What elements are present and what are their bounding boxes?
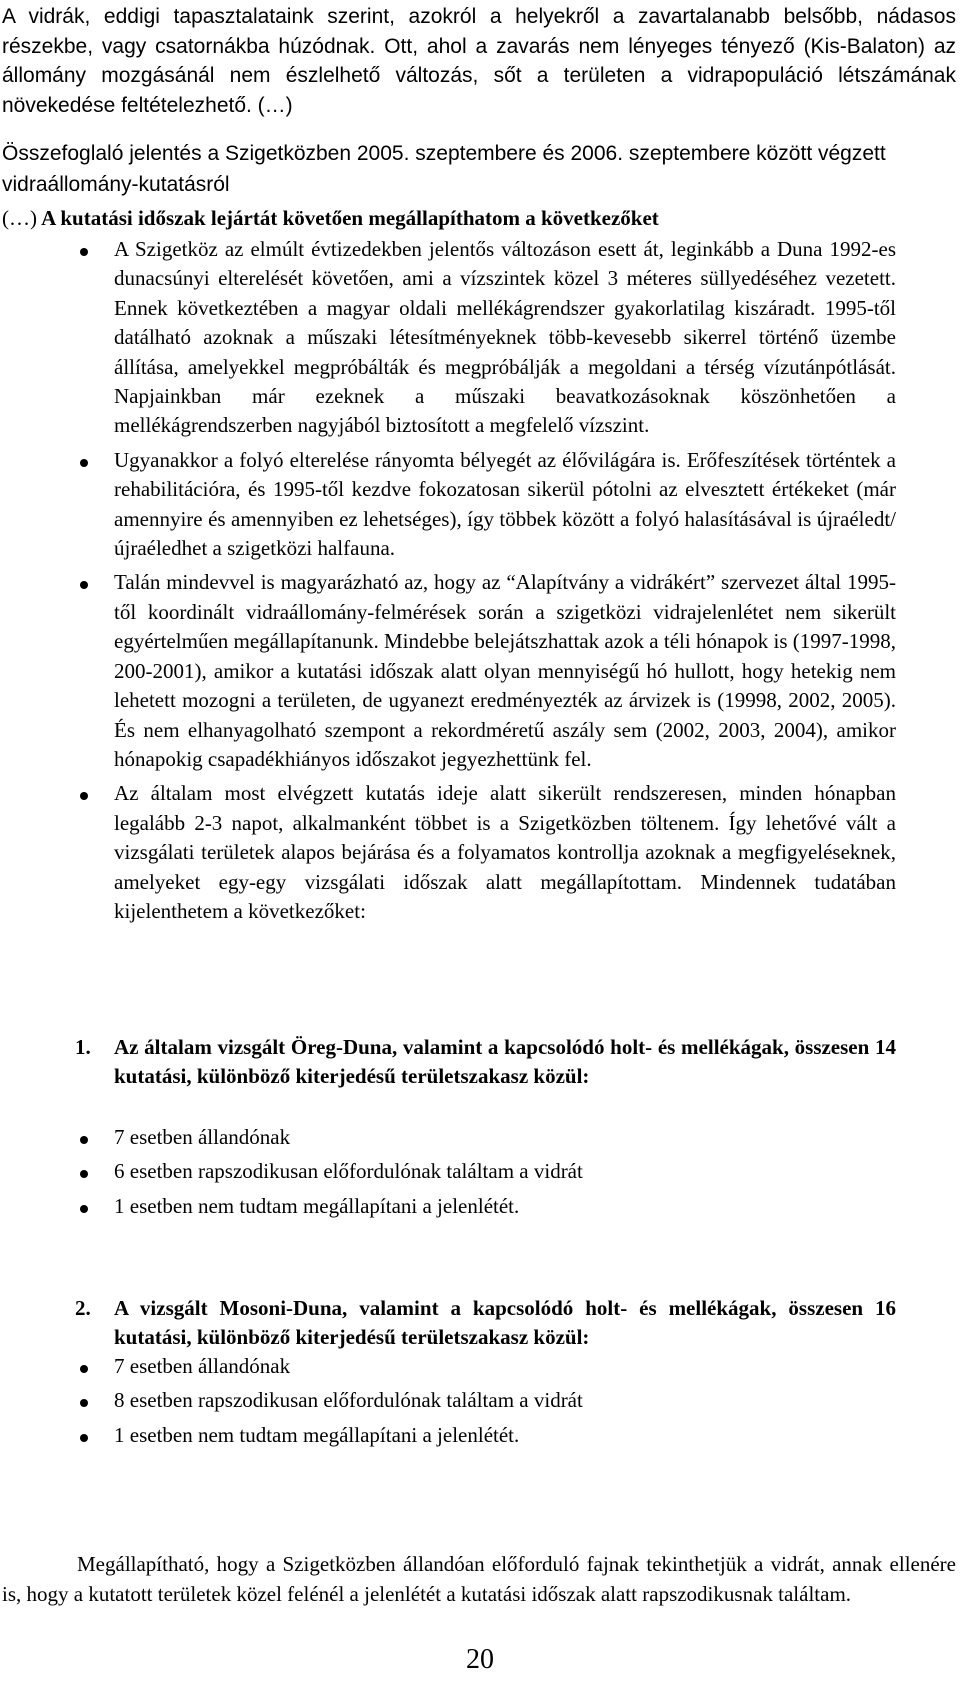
numbered-item-1 (0, 1033, 960, 1092)
bullet-icon (80, 459, 88, 467)
list-item-text: A Szigetköz az elmúlt évtizedekben jelentős változáson esett át, leginkább a Duna 1992-es dunacsúnyi elterelését követően, ami a vízszintek közel 3 méteres süllyedéséhez vezetett. Ennek következtében a magyar oldali mellékágrendszer gyakorlatilag kiszáradt. 1995-től datálható azoknak a műszaki létesítményeknek több-kevesebb sikerrel történő üzembe állítása, amelyekkel megpróbálták és megpróbálják a megoldani a térség vízutánpótlását. Napjainkban már ezeknek a műszaki beavatkozásoknak köszönhetően a mellékágrendszerben nagyjából biztosított a megfelelő vízszint. (114, 237, 896, 438)
findings-list (0, 235, 960, 926)
list-item (0, 1386, 896, 1415)
list-item (0, 568, 896, 774)
bullet-icon (80, 1136, 88, 1144)
lead-ellipsis: (…) (2, 206, 37, 230)
list-item-text: 7 esetben állandónak (114, 1125, 291, 1149)
lead-text: A kutatási időszak lejártát követően megállapíthatom a következőket (37, 206, 659, 230)
sub-list-1 (0, 1123, 960, 1221)
list-item (0, 1123, 896, 1152)
list-item (0, 1421, 896, 1450)
list-item-text: Az általam most elvégzett kutatás ideje alatt sikerült rendszeresen, minden hónapban legalább 2-3 napot, alkalmanként többet is a Szigetközben töltenem. Így lehetővé vált a vizsgálati területek alapos bejárása és a folyamatos kontrollja azoknak a megfigyeléseknek, amelyeket egy-egy vizsgálati időszak alatt megállapítottam. Mindennek tudatában kijelenthetem a következőket: (114, 781, 896, 923)
bullet-icon (80, 248, 88, 256)
sub-list-2 (0, 1352, 960, 1450)
list-item-text: 1 esetben nem tudtam megállapítani a jelenlétét. (114, 1193, 520, 1218)
numbered-item-text: Az általam vizsgált Öreg-Duna, valamint a kapcsolódó holt- és mellékágak, összesen 14 kutatási, különböző kiterjedésű területszakasz közül: (114, 1035, 896, 1089)
list-item (0, 446, 896, 564)
lead-sentence (2, 204, 956, 233)
list-item (0, 1192, 896, 1221)
intro-paragraph: A vidrák, eddigi tapasztalataink szerint, azokról a helyekről a zavartalanabb belsőbb, nádasos részekbe, vagy csatornákba húzódnak. Ott, ahol a zavarás nem lényeges tényező (Kis-Balaton) az állomány mozgásánál nem észlelhető változás, sőt a területen a vidrapopuláció létszámának növekedése feltételezhető. (…) (2, 5, 956, 117)
list-item-text: 8 esetben rapszodikusan előfordulónak találtam a vidrát (114, 1388, 583, 1413)
list-item (0, 779, 896, 926)
section-heading: Összefoglaló jelentés a Szigetközben 2005. szeptembere és 2006. szeptembere között végzett vidraállomány-kutatásról (2, 142, 886, 196)
numbered-item-2 (0, 1294, 960, 1353)
bullet-icon (80, 581, 88, 589)
list-item (0, 235, 896, 441)
bullet-icon (80, 1205, 88, 1213)
closing-paragraph: Megállapítható, hogy a Szigetközben állandóan előforduló fajnak tekinthetjük a vidrát, annak ellenére is, hogy a kutatott területek közel felénél a jelenlétét a kutatási időszak alatt rapszodikusnak találtam. (2, 1552, 956, 1606)
list-item-text: Talán mindevvel is magyarázható az, hogy az “Alapítvány a vidrákért” szervezet által 1995-től koordinált vidraállomány-felmérések során a szigetközi vidrajelenlétet nem sikerült egyértelműen megállapítanunk. Mindebbe belejátszhattak azok a téli hónapok is (1997-1998, 200-2001), amikor a kutatási időszak alatt olyan mennyiségű hó hullott, hogy hetekig nem lehetett mozogni a területen, de ugyanezt eredményezték az árvizek is (19998, 2002, 2005). És nem elhanyagolható szempont a rekordméretű aszály sem (2002, 2003, 2004), amikor hónapokig csapadékhiányos időszakot jegyezhettünk fel. (114, 570, 897, 771)
list-item (0, 1157, 896, 1186)
bullet-icon (80, 1434, 88, 1442)
bullet-icon (80, 1170, 88, 1178)
list-item-text: 6 esetben rapszodikusan előfordulónak találtam a vidrát (114, 1159, 583, 1184)
bullet-icon (80, 1365, 88, 1373)
page-number: 20 (466, 1644, 494, 1675)
numbered-item-number: 2. (75, 1296, 91, 1320)
list-item-text: Ugyanakkor a folyó elterelése rányomta bélyegét az élővilágára is. Erőfeszítések történtek a rehabilitációra, és 1995-től kezdve fokozatosan sikerül pótolni az elvesztett értékeket (már amennyire és amennyiben ez lehetséges), így többek között a folyó halasításával is újraéledt/újraéledhet a szigetközi halfauna. (114, 447, 896, 561)
bullet-icon (80, 792, 88, 800)
numbered-item-text: A vizsgált Mosoni-Duna, valamint a kapcsolódó holt- és mellékágak, összesen 16 kutatási, különböző kiterjedésű területszakasz közül: (114, 1296, 896, 1350)
numbered-item-number: 1. (75, 1035, 91, 1059)
bullet-icon (80, 1399, 88, 1407)
list-item (0, 1352, 896, 1381)
list-item-text: 7 esetben állandónak (114, 1354, 291, 1378)
list-item-text: 1 esetben nem tudtam megállapítani a jelenlétét. (114, 1422, 520, 1447)
